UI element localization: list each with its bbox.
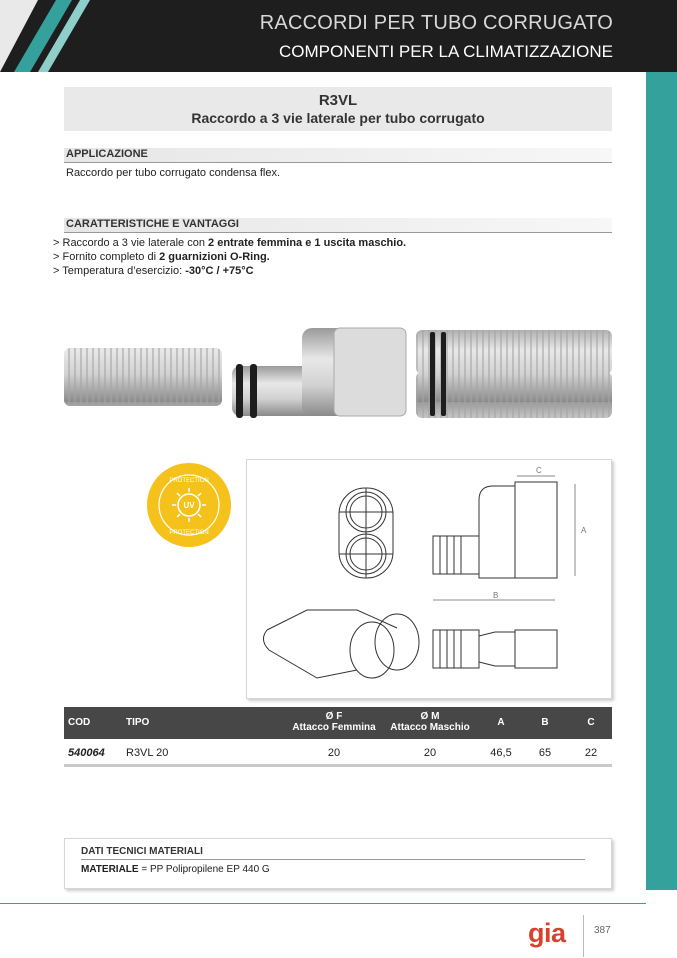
footer-line xyxy=(0,903,646,904)
page-number: 387 xyxy=(594,925,611,936)
col-cod: COD xyxy=(68,717,91,728)
technical-data-box xyxy=(64,838,612,889)
product-title-box xyxy=(64,87,612,131)
uv-bottom-text: PROTECTION xyxy=(169,530,209,536)
cell-tipo: R3VL 20 xyxy=(126,747,169,759)
application-heading: APPLICAZIONE xyxy=(64,148,612,163)
features-heading: CARATTERISTICHE E VANTAGGI xyxy=(64,218,612,233)
feature-item xyxy=(53,265,254,277)
col-f-sub: Attacco Femmina xyxy=(292,722,376,733)
col-tipo: TIPO xyxy=(126,717,150,728)
cell-cod: 540064 xyxy=(68,747,105,759)
dimension-b-label: B xyxy=(493,591,499,600)
feature-bold: -30°C / +75°C xyxy=(185,265,254,277)
page-header xyxy=(0,0,677,72)
table-header xyxy=(64,707,612,739)
uv-top-text: PROTECTION xyxy=(169,478,209,484)
feature-bold: 2 guarnizioni O-Ring. xyxy=(159,251,270,263)
drawing-svg xyxy=(247,460,613,700)
product-code: R3VL xyxy=(318,92,358,109)
feature-bold: 2 entrate femmina e 1 uscita maschio. xyxy=(208,237,407,249)
application-text: Raccordo per tubo corrugato condensa flex. xyxy=(66,167,281,179)
feature-text: Raccordo a 3 vie laterale con xyxy=(62,237,209,249)
col-a: A xyxy=(497,717,505,728)
material-label: MATERIALE xyxy=(81,864,139,875)
col-c: C xyxy=(587,717,595,728)
col-b: B xyxy=(541,717,549,728)
col-f-main: Ø F xyxy=(325,711,343,722)
material-value: = PP Polipropilene EP 440 G xyxy=(138,864,270,875)
header-subtitle: COMPONENTI PER LA CLIMATIZZAZIONE xyxy=(278,42,613,61)
feature-item xyxy=(53,251,270,263)
page-separator xyxy=(583,915,584,957)
bullet-marker: > xyxy=(53,265,60,277)
cell-b: 65 xyxy=(538,747,552,759)
feature-item xyxy=(53,237,406,249)
cell-f: 20 xyxy=(327,747,341,759)
col-m xyxy=(384,711,476,733)
cell-c: 22 xyxy=(584,747,598,759)
technical-drawing xyxy=(246,459,612,699)
gia-logo: gia xyxy=(528,918,566,948)
technical-heading: DATI TECNICI MATERIALI xyxy=(81,846,585,860)
uv-center-text: UV xyxy=(183,501,195,510)
col-f xyxy=(286,711,382,733)
cell-m: 20 xyxy=(423,747,437,759)
col-m-sub: Attacco Maschio xyxy=(390,722,470,733)
feature-text: Temperatura d’esercizio: xyxy=(62,265,186,277)
bullet-marker: > xyxy=(53,237,60,249)
product-description: Raccordo a 3 vie laterale per tubo corrugato xyxy=(191,110,485,126)
bullet-marker: > xyxy=(53,251,60,263)
uv-sun-icon xyxy=(146,462,232,548)
uv-protection-badge xyxy=(146,462,232,548)
col-m-main: Ø M xyxy=(420,711,440,722)
dimension-a-label: A xyxy=(581,526,587,535)
material-line xyxy=(81,864,270,875)
dimension-c-label: C xyxy=(536,466,542,475)
product-photo xyxy=(64,322,614,428)
feature-text: Fornito completo di xyxy=(62,251,160,263)
cell-a: 46,5 xyxy=(490,747,512,759)
side-accent-bar xyxy=(646,72,677,890)
table-row xyxy=(64,739,612,767)
header-title: RACCORDI PER TUBO CORRUGATO xyxy=(259,12,613,34)
